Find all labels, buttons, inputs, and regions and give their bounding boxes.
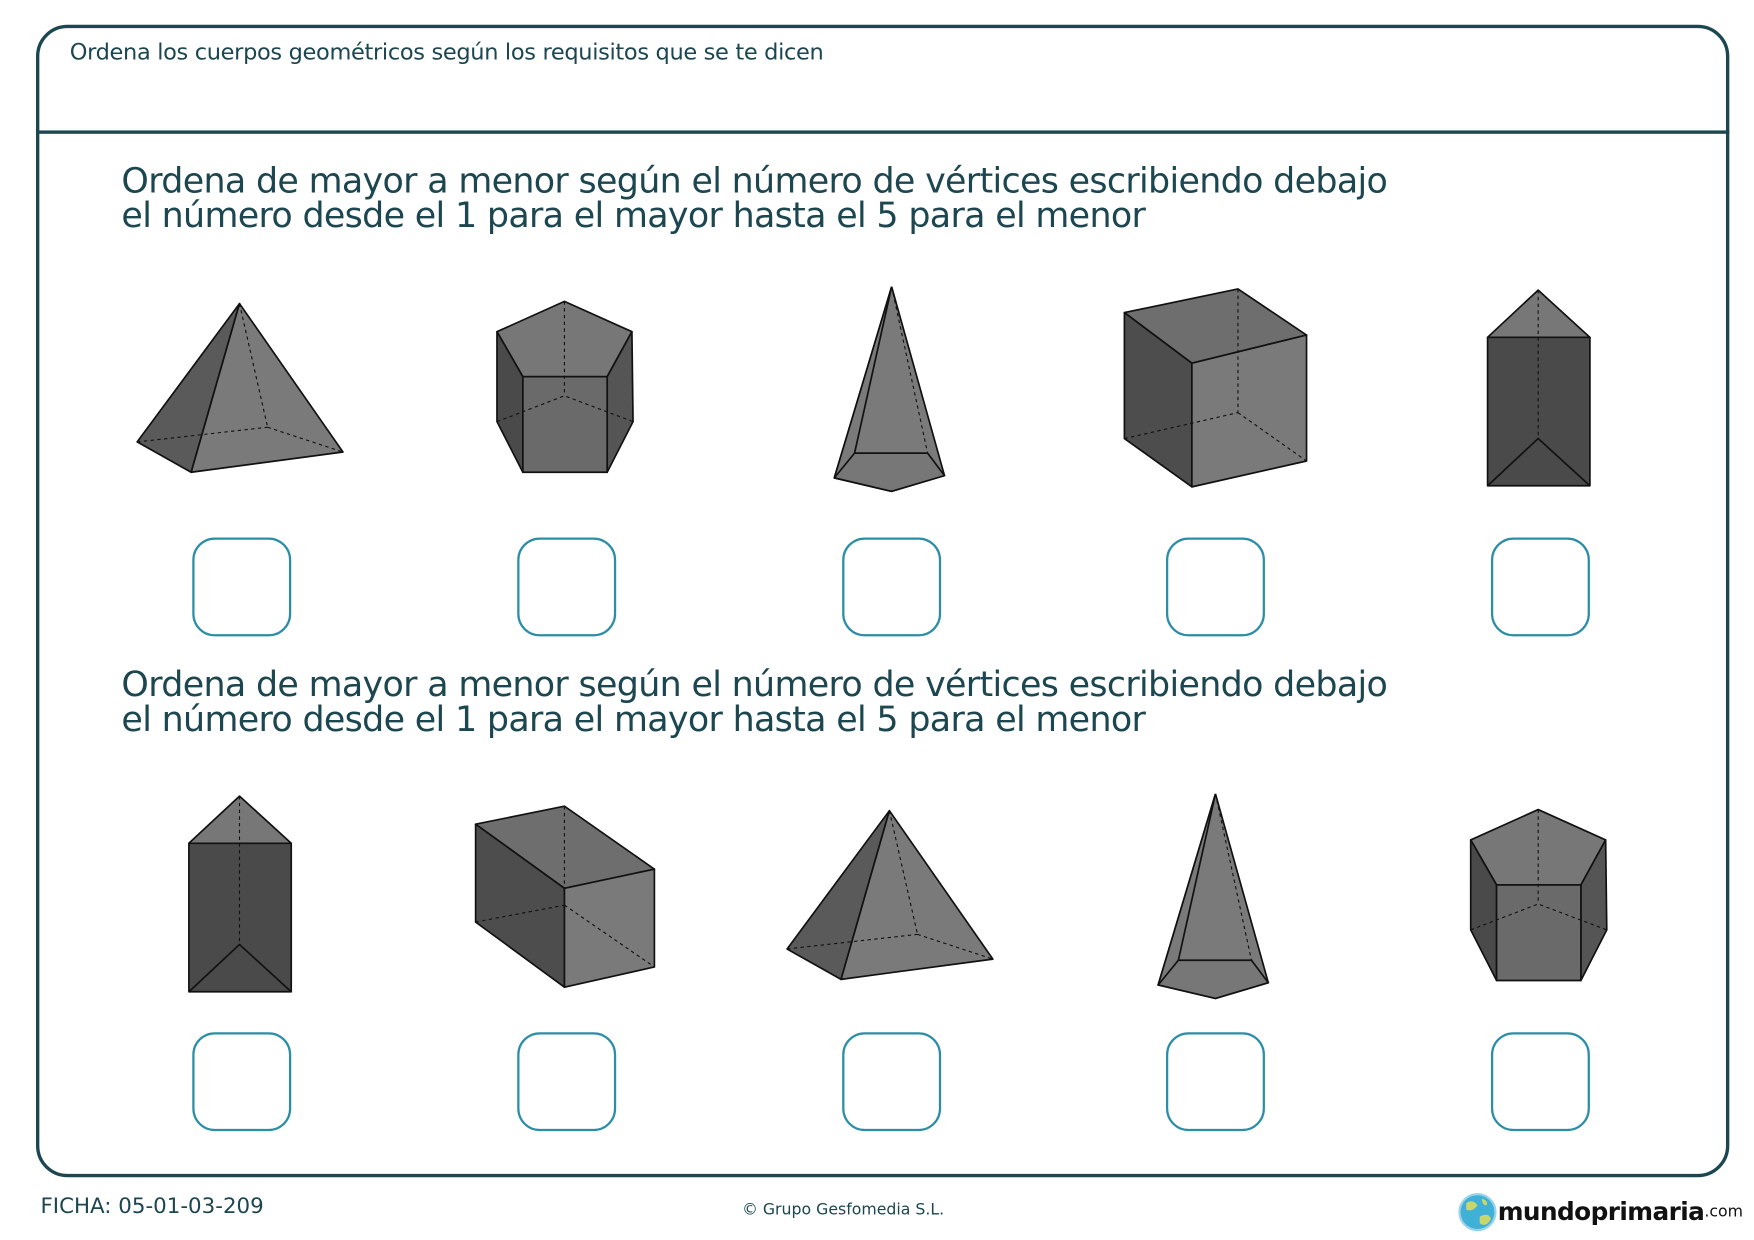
answer-box[interactable] [1491,1032,1590,1131]
worksheet-code: FICHA: 05-01-03-209 [40,1194,264,1219]
logo-name: mundoprimaria [1497,1198,1705,1227]
cube-shape [1101,287,1326,501]
section-1-line-2: el número desde el 1 para el mayor hasta el 5 para el menor [121,195,1146,237]
pentagonal-pyramid-shape [1103,794,1328,1008]
triangular-prism-shape [1426,287,1651,501]
answer-box[interactable] [192,537,291,636]
section-1-title [121,160,1388,237]
answer-box[interactable] [517,537,616,636]
globe-icon [1457,1192,1497,1232]
answer-box[interactable] [1166,1032,1265,1131]
answer-box[interactable] [842,1032,941,1131]
triangular-prism-shape [127,793,352,1007]
square-pyramid-shape [777,794,1002,1008]
answer-box[interactable] [1166,537,1265,636]
answer-box[interactable] [842,537,941,636]
pentagonal-pyramid-shape [779,287,1004,501]
square-pyramid-shape [127,287,352,501]
copyright: © Grupo Gesfomedia S.L. [742,1200,945,1219]
answer-box[interactable] [1491,537,1590,636]
section-2-line-2: el número desde el 1 para el mayor hasta el 5 para el menor [121,699,1146,740]
section-1-line-1: Ordena de mayor a menor según el número de vértices escribiendo debajo [121,160,1388,202]
pentagonal-prism-shape [1426,795,1651,1009]
header-instruction: Ordena los cuerpos geométricos según los requisitos que se te dicen [69,38,824,66]
mundoprimaria-logo[interactable] [1457,1192,1743,1232]
logo-suffix: .com [1704,1203,1743,1222]
rectangular-prism-shape [452,793,677,1007]
pentagonal-prism-shape [452,287,677,501]
answer-box[interactable] [192,1032,291,1131]
answer-box[interactable] [517,1032,616,1131]
section-2-line-1: Ordena de mayor a menor según el número de vértices escribiendo debajo [121,664,1388,705]
section-2-title [121,664,1388,740]
header-divider [36,130,1729,133]
